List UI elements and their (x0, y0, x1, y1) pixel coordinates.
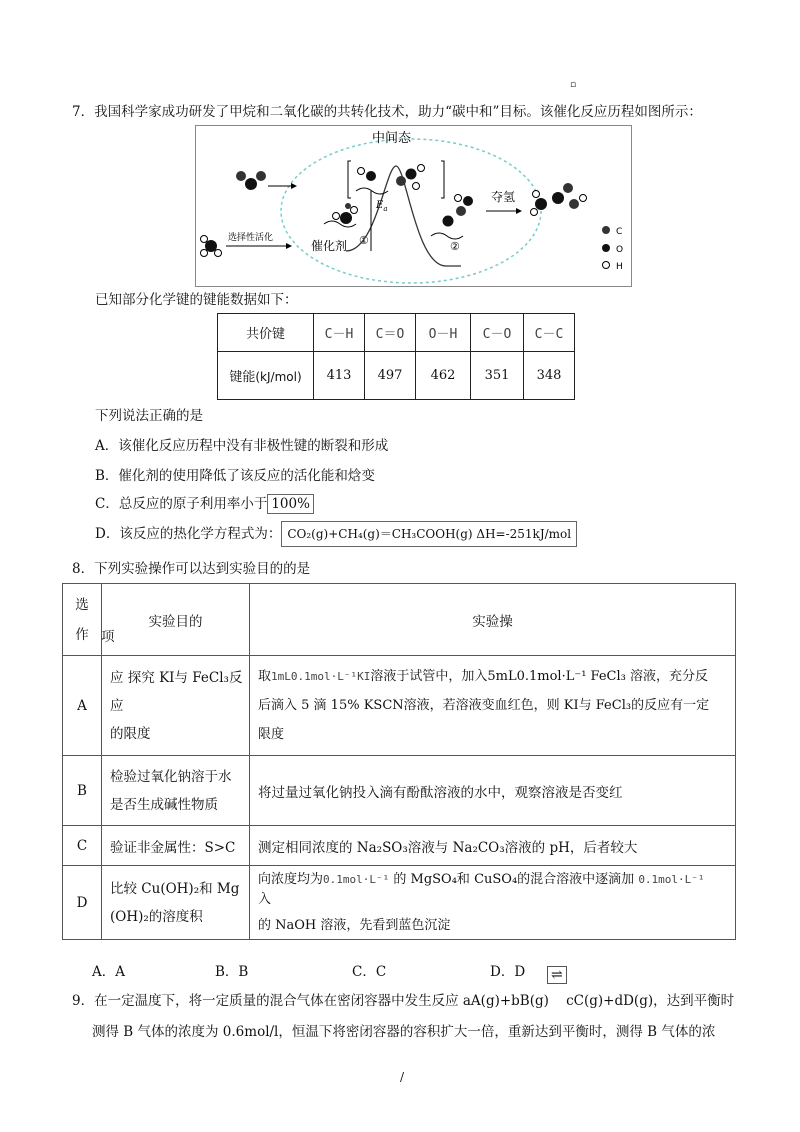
equilibrium-sign: ⇌ (547, 966, 567, 984)
activation-label: 选择性活化 (228, 233, 274, 243)
step1-label: ① (359, 234, 369, 247)
step2-label: ② (450, 240, 460, 253)
catalyst-label: 催化剂 (311, 239, 348, 253)
q7-option-c: C．总反应的原子利用率小于 100% (95, 492, 314, 514)
header-option: 选 作 (63, 584, 102, 656)
q8-answer-d: D．D (490, 964, 526, 980)
reaction-diagram-svg (196, 126, 631, 286)
reaction-diagram (195, 125, 632, 287)
q7-option-a: A．该催化反应历程中没有非极性键的断裂和形成 (95, 438, 389, 454)
page-mark: / (400, 1070, 405, 1084)
experiment-table (62, 583, 736, 940)
ch4-molecule-left (201, 236, 222, 257)
header-operation: 实验操 (250, 584, 736, 656)
svg-text:C: C (616, 227, 623, 237)
table-row: D 比较 Cu(OH)₂和 Mg (OH)₂的溶度积 向浓度均为0.1mol·L⁻¹ 的 MgSO₄和 CuSO₄的混合溶液中逐滴加 0.1mol·L⁻¹ 入 的 NaOH 溶液，先看到蓝色沉淀 (63, 866, 736, 940)
ts-bracket-left (348, 161, 351, 198)
q7-stem: 7．我国科学家成功研发了甲烷和二氧化碳的共转化技术，助力“碳中和”目标。该催化反应历程如图所示： (72, 104, 702, 120)
q9-line2: 测得 B 气体的浓度为 0.6mol/l，恒温下将密闭容器的容积扩大一倍，重新达到平衡时，测得 B 气体的浓 (92, 1024, 716, 1040)
q7-option-d: D．该反应的热化学方程式为： CO₂(g)+CH₄(g)＝CH₃COOH(g) ΔH=-251kJ/mol (95, 521, 577, 547)
q8-answer-b: B．B (215, 964, 249, 980)
q7-prompt: 下列说法正确的是 (95, 408, 203, 424)
acetic-acid-molecule (531, 183, 587, 216)
q8-answer-a: A．A (92, 964, 125, 980)
table-row: C 验证非金属性：S>C 测定相同浓度的 Na₂SO₃溶液与 Na₂CO₃溶液的 pH，后者较大 (63, 826, 736, 866)
header-goal: 实验目的 项 (102, 584, 250, 656)
table-row: A 应 探究 KI与 FeCl₃反应 的限度 取1mL0.1mol·L⁻¹KI溶液于试管中，加入5mL0.1mol·L⁻¹ FeCl₃ 溶液，充分反 后滴入 5 滴 15% KSCN溶液，若溶液变血红色，则 KI与 FeCl₃的反应有一定 限度 (63, 656, 736, 756)
top-mark: ▫ (570, 80, 577, 90)
co2-molecule-left (236, 171, 266, 190)
q8-answer-c: C．C (352, 964, 387, 980)
ts-bracket-right (441, 161, 444, 198)
ea-label: $E_a$ (376, 200, 388, 213)
bond-energy-table: 共价键 C－H C＝O O－H C－O C－C 键能(kJ/mol) 413 497 462 351 348 (217, 313, 575, 400)
step2-molecule (431, 195, 473, 240)
bond-table-row1-label: 共价键 (218, 314, 314, 352)
q8-stem: 8．下列实验操作可以达到实验目的的是 (72, 561, 311, 577)
q9-line1: 9．在一定温度下，将一定质量的混合气体在密闭容器中发生反应 aA(g)+bB(g) cC(g)+dD(g)，达到平衡时 (72, 993, 735, 1009)
q7-option-b: B．催化剂的使用降低了该反应的活化能和焓变 (95, 468, 375, 484)
svg-text:H: H (616, 262, 623, 272)
atom-legend (602, 226, 623, 272)
table-row: B 检验过氧化钠溶于水 是否生成碱性物质 将过量过氧化钠投入滴有酚酞溶液的水中，观察溶液是否变红 (63, 756, 736, 826)
bond-table-row2-label: 键能(kJ/mol) (218, 352, 314, 400)
bond-intro: 已知部分化学键的键能数据如下： (95, 292, 298, 308)
transition-state-molecule (356, 165, 425, 195)
svg-text:O: O (616, 245, 624, 255)
catalyst-molecule (324, 203, 358, 227)
intermediate-title: 中间态 (372, 131, 412, 146)
hydrogen-label: 夺氢 (491, 190, 516, 204)
